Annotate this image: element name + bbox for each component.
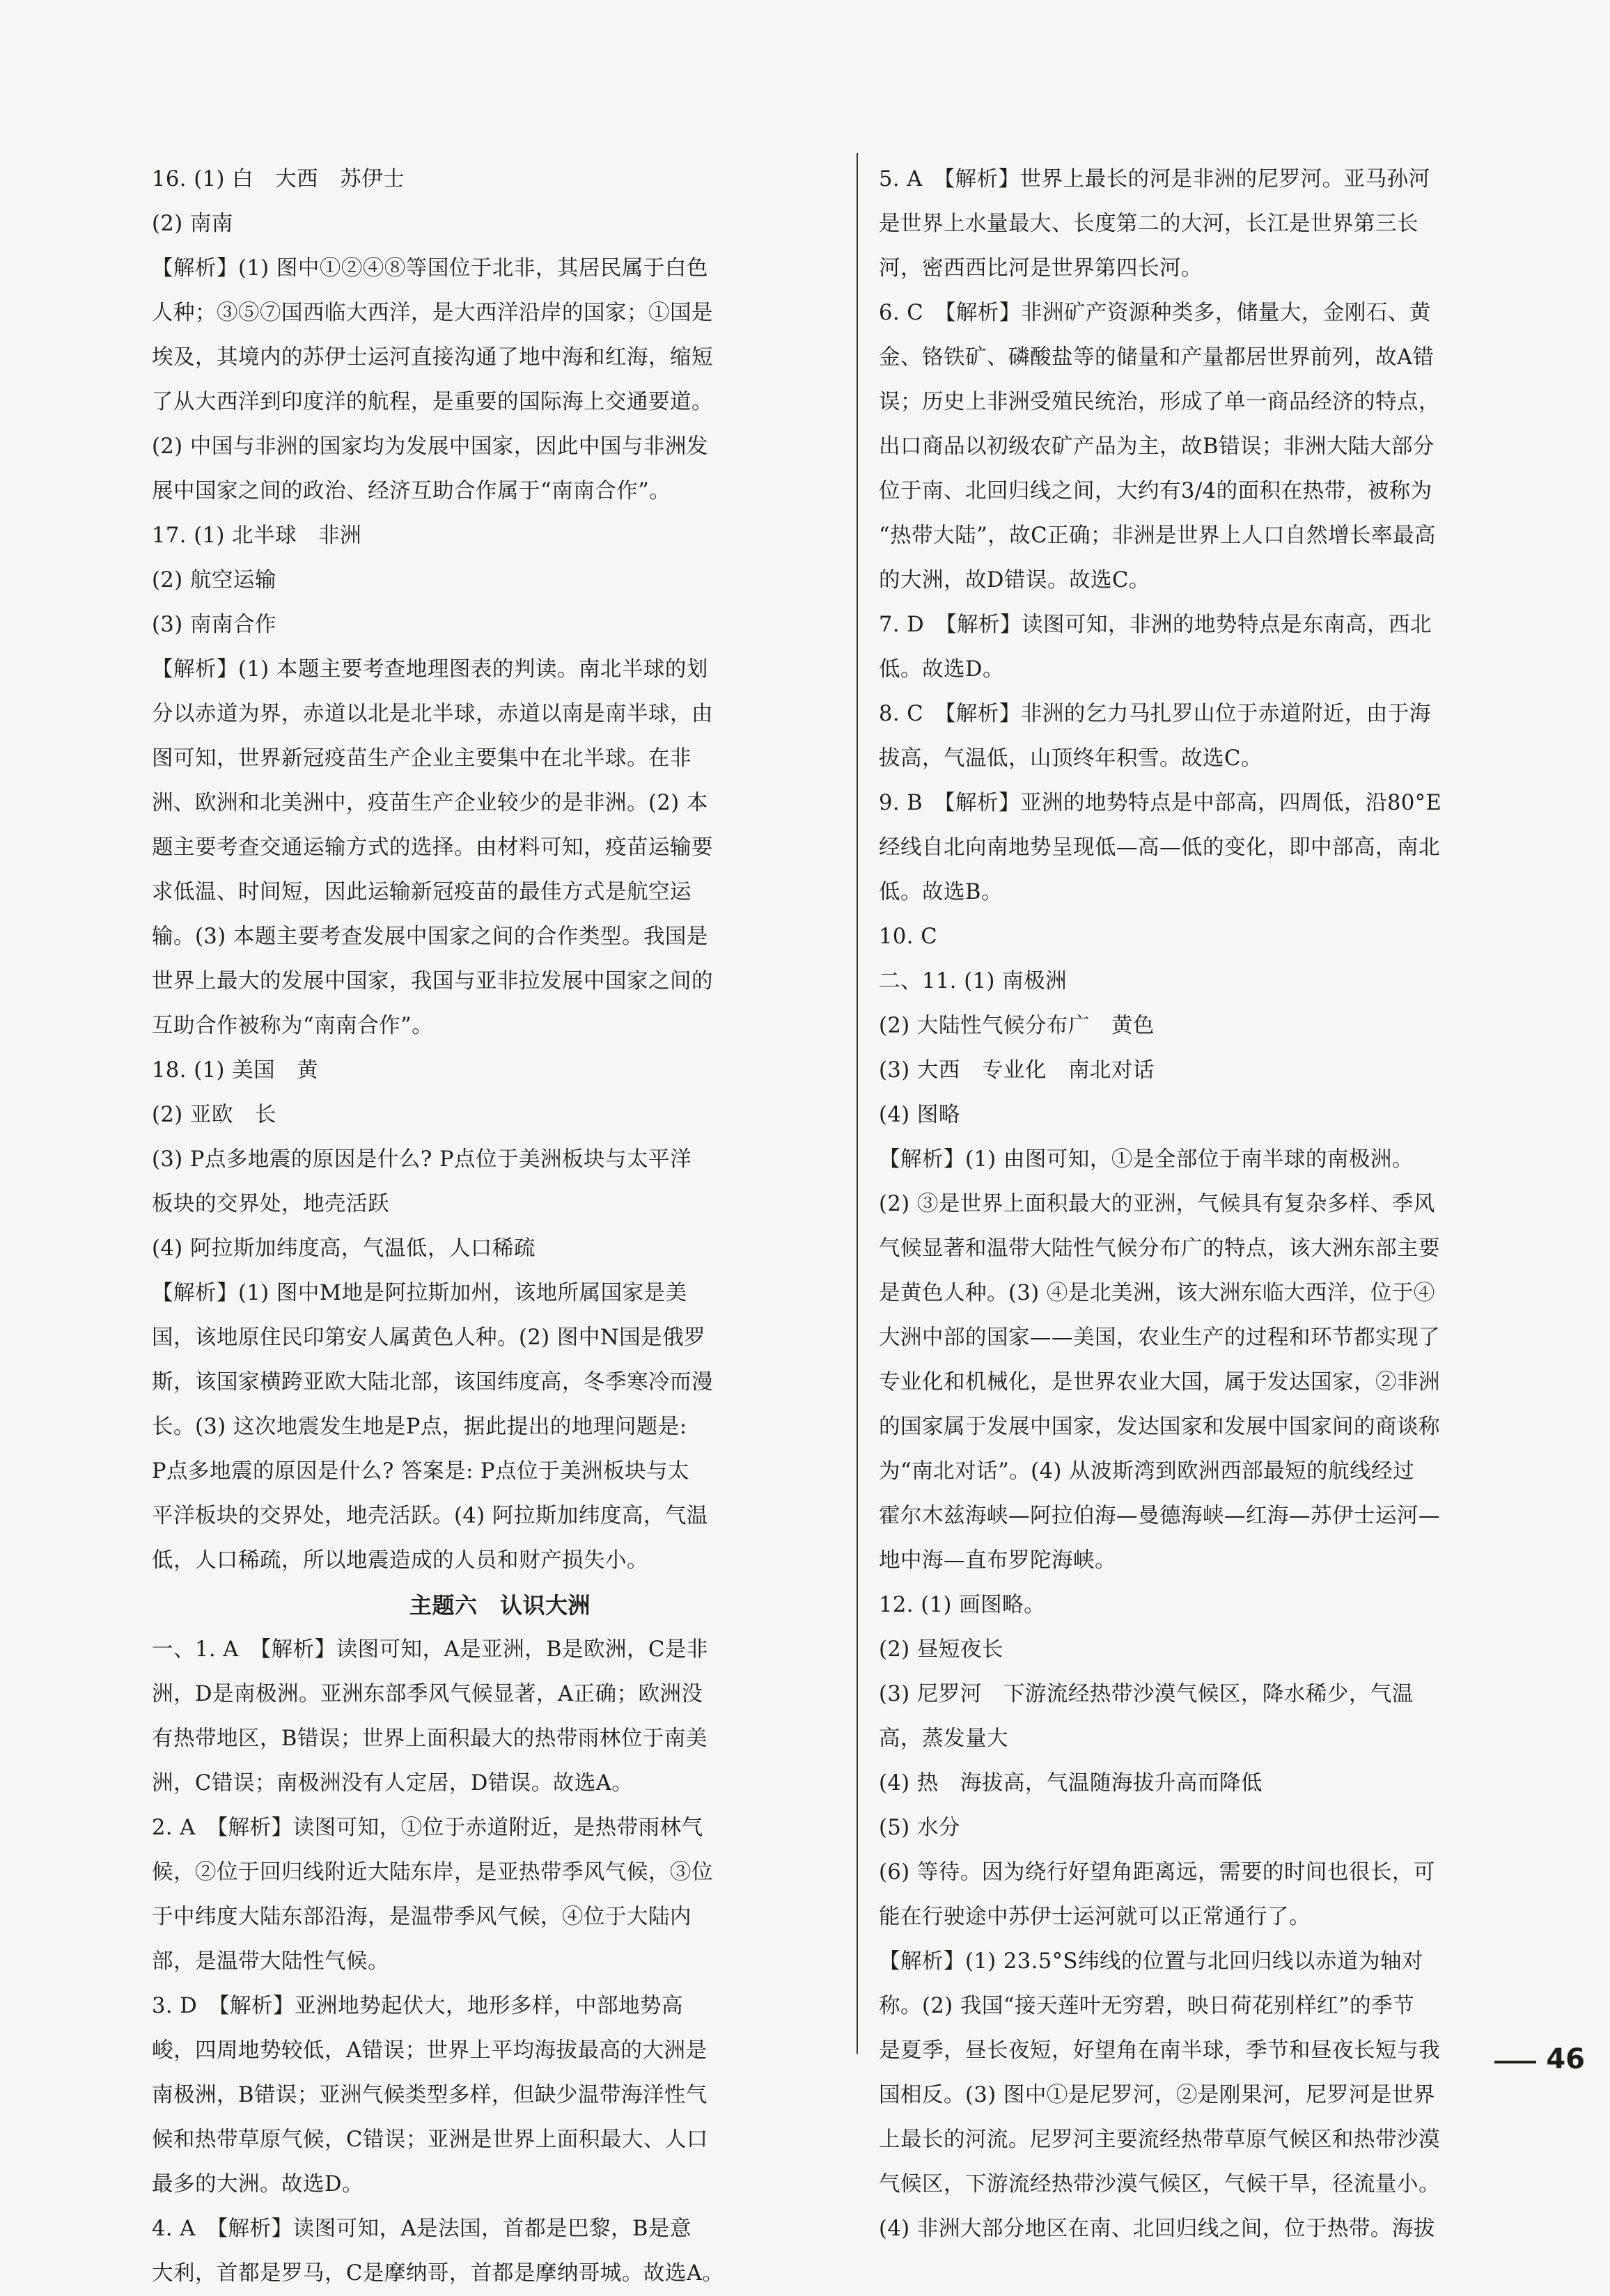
text-line: 低，人口稀疏，所以地震造成的人员和财产损失小。 bbox=[152, 1548, 648, 1573]
text-line: 是夏季，昼长夜短，好望角在南半球，季节和昼夜长短与我 bbox=[879, 2038, 1440, 2063]
column-divider bbox=[857, 153, 858, 2054]
text-line: 板块的交界处，地壳活跃 bbox=[152, 1192, 389, 1216]
text-line: 为“南北对话”。(4) 从波斯湾到欧洲西部最短的航线经过 bbox=[879, 1459, 1415, 1484]
text-line: 部，是温带大陆性气候。 bbox=[152, 1949, 389, 1974]
text-line: (2) 航空运输 bbox=[152, 568, 276, 592]
text-line: 【解析】(1) 图中M地是阿拉斯加州，该地所属国家是美 bbox=[152, 1281, 687, 1305]
text-line: (2) 大陆性气候分布广 黄色 bbox=[879, 1014, 1155, 1038]
text-line: 大利，首都是罗马，C是摩纳哥，首都是摩纳哥城。故选A。 bbox=[152, 2261, 724, 2286]
text-line: 称。(2) 我国“接天莲叶无穷碧，映日荷花别样红”的季节 bbox=[879, 1994, 1415, 2018]
text-line: 分以赤道为界，赤道以北是北半球，赤道以南是南半球，由 bbox=[152, 702, 713, 726]
text-line: 国，该地原住民印第安人属黄色人种。(2) 图中N国是俄罗 bbox=[152, 1326, 706, 1350]
text-line: 河，密西西比河是世界第四长河。 bbox=[879, 256, 1203, 281]
text-line: 10. C bbox=[879, 925, 938, 949]
text-line: 2. A 【解析】读图可知，①位于赤道附近，是热带雨林气 bbox=[152, 1816, 703, 1840]
text-line: 的大洲，故D错误。故选C。 bbox=[879, 568, 1150, 592]
text-line: 于中纬度大陆东部沿海，是温带季风气候，④位于大陆内 bbox=[152, 1905, 691, 1929]
text-line: (2) 中国与非洲的国家均为发展中国家，因此中国与非洲发 bbox=[152, 434, 708, 459]
text-line: 位于南、北回归线之间，大约有3/4的面积在热带，被称为 bbox=[879, 479, 1432, 503]
text-line: 人种；③⑤⑦国西临大西洋，是大西洋沿岸的国家；①国是 bbox=[152, 301, 713, 325]
text-line: 是世界上水量最大、长度第二的大河，长江是世界第三长 bbox=[879, 212, 1418, 236]
text-line: 【解析】(1) 由图可知，①是全部位于南半球的南极洲。 bbox=[879, 1147, 1414, 1172]
text-line: 斯，该国家横跨亚欧大陆北部，该国纬度高，冬季寒冷而漫 bbox=[152, 1370, 713, 1394]
text-line: 洲，C错误；南极洲没有人定居，D错误。故选A。 bbox=[152, 1771, 634, 1795]
text-line: 最多的大洲。故选D。 bbox=[152, 2172, 364, 2196]
text-line: 【解析】(1) 本题主要考查地理图表的判读。南北半球的划 bbox=[152, 657, 708, 682]
text-line: 8. C 【解析】非洲的乞力马扎罗山位于赤道附近，由于海 bbox=[879, 702, 1431, 726]
text-line: 气候显著和温带大陆性气候分布广的特点，该大洲东部主要 bbox=[879, 1236, 1440, 1261]
text-line: 地中海—直布罗陀海峡。 bbox=[879, 1548, 1116, 1573]
text-line: 误；历史上非洲受殖民统治，形成了单一商品经济的特点， bbox=[879, 390, 1440, 414]
text-line: 了从大西洋到印度洋的航程，是重要的国际海上交通要道。 bbox=[152, 390, 713, 414]
text-line: 气候区，下游流经热带沙漠气候区，气候干旱，径流量小。 bbox=[879, 2172, 1440, 2196]
text-line: 高，蒸发量大 bbox=[879, 1727, 1008, 1751]
text-line: 大洲中部的国家——美国，农业生产的过程和环节都实现了 bbox=[879, 1326, 1440, 1350]
text-line: 金、铬铁矿、磷酸盐等的储量和产量都居世界前列，故A错 bbox=[879, 345, 1435, 370]
text-line: 的国家属于发展中国家，发达国家和发展中国家间的商谈称 bbox=[879, 1415, 1440, 1439]
text-line: 展中国家之间的政治、经济互助合作属于“南南合作”。 bbox=[152, 479, 671, 503]
text-line: (3) P点多地震的原因是什么? P点位于美洲板块与太平洋 bbox=[152, 1147, 691, 1172]
text-line: 平洋板块的交界处，地壳活跃。(4) 阿拉斯加纬度高，气温 bbox=[152, 1504, 708, 1528]
text-line: (4) 非洲大部分地区在南、北回归线之间，位于热带。海拔 bbox=[879, 2217, 1435, 2241]
text-line: 有热带地区，B错误；世界上面积最大的热带雨林位于南美 bbox=[152, 1727, 708, 1751]
text-line: (2) 亚欧 长 bbox=[152, 1103, 276, 1127]
text-line: 一、1. A 【解析】读图可知，A是亚洲，B是欧洲，C是非 bbox=[152, 1637, 708, 1662]
text-line: 候和热带草原气候，C错误；亚洲是世界上面积最大、人口 bbox=[152, 2128, 708, 2152]
text-line: (3) 大西 专业化 南北对话 bbox=[879, 1058, 1155, 1083]
text-line: 南极洲，B错误；亚洲气候类型多样，但缺少温带海洋性气 bbox=[152, 2083, 708, 2107]
text-line: 图可知，世界新冠疫苗生产企业主要集中在北半球。在非 bbox=[152, 746, 691, 771]
text-line: 专业化和机械化，是世界农业大国，属于发达国家，②非洲 bbox=[879, 1370, 1440, 1394]
left-column bbox=[152, 157, 848, 2296]
text-line: 互助合作被称为“南南合作”。 bbox=[152, 1014, 434, 1038]
page-number: 46 bbox=[1546, 2043, 1585, 2075]
text-line: 12. (1) 画图略。 bbox=[879, 1593, 1046, 1617]
text-line: 拔高，气温低，山顶终年积雪。故选C。 bbox=[879, 746, 1263, 771]
text-line: 霍尔木兹海峡—阿拉伯海—曼德海峡—红海—苏伊士运河— bbox=[879, 1504, 1440, 1528]
section-heading: 主题六 认识大洲 bbox=[409, 1592, 591, 1619]
text-line: 是黄色人种。(3) ④是北美洲，该大洲东临大西洋，位于④ bbox=[879, 1281, 1435, 1305]
text-line: 经线自北向南地势呈现低—高—低的变化，即中部高，南北 bbox=[879, 835, 1440, 860]
text-line: 出口商品以初级农矿产品为主，故B错误；非洲大陆大部分 bbox=[879, 434, 1435, 459]
text-line: 低。故选D。 bbox=[879, 657, 1004, 682]
text-line: (2) 昼短夜长 bbox=[879, 1637, 1003, 1662]
text-line: 上最长的河流。尼罗河主要流经热带草原气候区和热带沙漠 bbox=[879, 2128, 1440, 2152]
text-line: (5) 水分 bbox=[879, 1816, 960, 1840]
page-number-dash bbox=[1494, 2061, 1536, 2063]
text-line: 世界上最大的发展中国家，我国与亚非拉发展中国家之间的 bbox=[152, 969, 713, 993]
text-line: 6. C 【解析】非洲矿产资源种类多，储量大，金刚石、黄 bbox=[879, 301, 1431, 325]
text-line: 求低温、时间短，因此运输新冠疫苗的最佳方式是航空运 bbox=[152, 880, 691, 904]
text-line: P点多地震的原因是什么? 答案是: P点位于美洲板块与太 bbox=[152, 1459, 690, 1484]
text-line: (2) ③是世界上面积最大的亚洲，气候具有复杂多样、季风 bbox=[879, 1192, 1435, 1216]
text-line: (4) 图略 bbox=[879, 1103, 960, 1127]
text-line: 5. A 【解析】世界上最长的河是非洲的尼罗河。亚马孙河 bbox=[879, 167, 1430, 191]
text-line: 峻，四周地势较低，A错误；世界上平均海拔最高的大洲是 bbox=[152, 2038, 708, 2063]
text-line: 洲，D是南极洲。亚洲东部季风气候显著，A正确；欧洲没 bbox=[152, 1682, 703, 1706]
text-line: 低。故选B。 bbox=[879, 880, 1003, 904]
text-line: 国相反。(3) 图中①是尼罗河，②是刚果河，尼罗河是世界 bbox=[879, 2083, 1435, 2107]
text-line: 17. (1) 北半球 非洲 bbox=[152, 524, 362, 548]
text-line: 【解析】(1) 23.5°S纬线的位置与北回归线以赤道为轴对 bbox=[879, 1949, 1423, 1974]
text-line: (2) 南南 bbox=[152, 212, 233, 236]
text-line: (6) 等待。因为绕行好望角距离远，需要的时间也很长，可 bbox=[879, 1860, 1435, 1885]
text-line: 输。(3) 本题主要考查发展中国家之间的合作类型。我国是 bbox=[152, 925, 708, 949]
text-line: 9. B 【解析】亚洲的地势特点是中部高，四周低，沿80°E bbox=[879, 791, 1442, 815]
right-column bbox=[879, 157, 1575, 2251]
text-line: 长。(3) 这次地震发生地是P点，据此提出的地理问题是: bbox=[152, 1415, 687, 1439]
text-line: 3. D 【解析】亚洲地势起伏大，地形多样，中部地势高 bbox=[152, 1994, 683, 2018]
text-line: (3) 尼罗河 下游流经热带沙漠气候区，降水稀少，气温 bbox=[879, 1682, 1414, 1706]
text-line: 能在行驶途中苏伊士运河就可以正常通行了。 bbox=[879, 1905, 1311, 1929]
text-line: 4. A 【解析】读图可知，A是法国，首都是巴黎，B是意 bbox=[152, 2217, 692, 2241]
text-line: (4) 阿拉斯加纬度高，气温低，人口稀疏 bbox=[152, 1236, 536, 1261]
text-line: 16. (1) 白 大西 苏伊士 bbox=[152, 167, 405, 191]
text-line: 埃及，其境内的苏伊士运河直接沟通了地中海和红海，缩短 bbox=[152, 345, 713, 370]
text-line: 洲、欧洲和北美洲中，疫苗生产企业较少的是非洲。(2) 本 bbox=[152, 791, 708, 815]
text-line: “热带大陆”，故C正确；非洲是世界上人口自然增长率最高 bbox=[879, 524, 1437, 548]
text-line: 18. (1) 美国 黄 bbox=[152, 1058, 319, 1083]
text-line: 候，②位于回归线附近大陆东岸，是亚热带季风气候，③位 bbox=[152, 1860, 713, 1885]
text-line: 题主要考查交通运输方式的选择。由材料可知，疫苗运输要 bbox=[152, 835, 713, 860]
text-line: (3) 南南合作 bbox=[152, 613, 276, 637]
text-line: 【解析】(1) 图中①②④⑧等国位于北非，其居民属于白色 bbox=[152, 256, 708, 281]
text-line: 7. D 【解析】读图可知，非洲的地势特点是东南高，西北 bbox=[879, 613, 1432, 637]
text-line: (4) 热 海拔高，气温随海拔升高而降低 bbox=[879, 1771, 1263, 1795]
text-line: 二、11. (1) 南极洲 bbox=[879, 969, 1068, 993]
